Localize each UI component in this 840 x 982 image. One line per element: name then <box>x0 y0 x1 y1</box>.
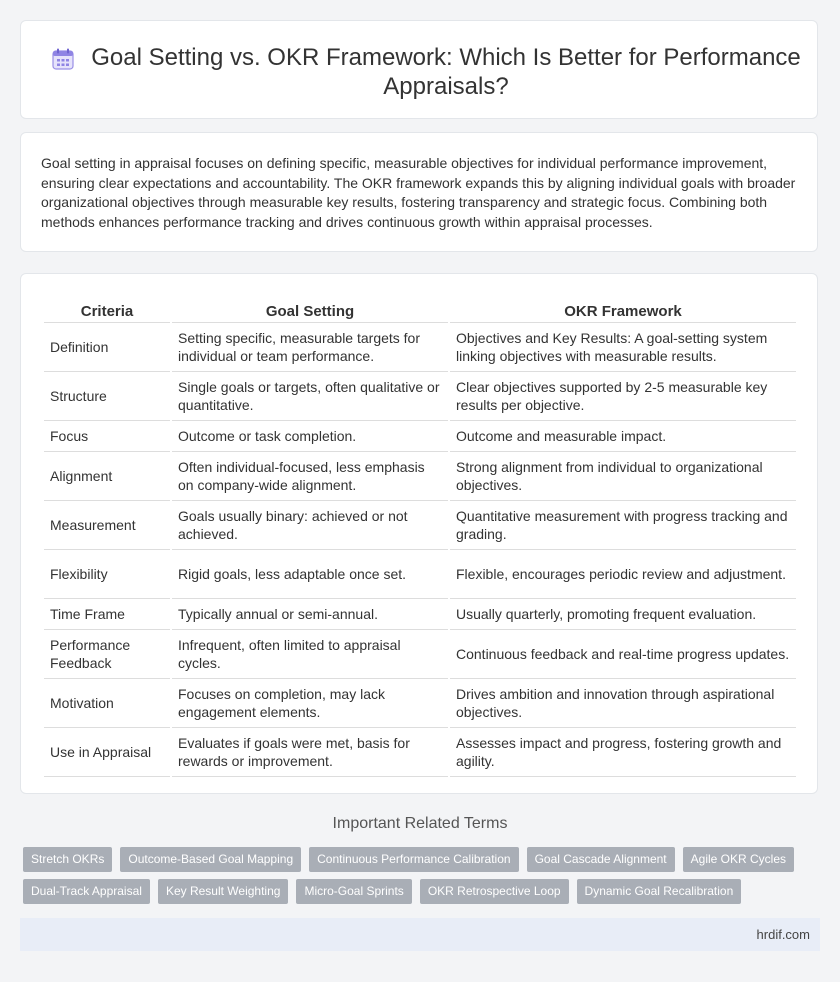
comparison-card <box>20 273 818 794</box>
okr-cell: Objectives and Key Results: A goal-setting system linking objectives with measurable results. <box>450 323 796 372</box>
tag-agile-okr-cycles[interactable]: Agile OKR Cycles <box>683 847 794 872</box>
tag-stretch-okrs[interactable]: Stretch OKRs <box>23 847 112 872</box>
criteria-cell: Measurement <box>44 501 170 550</box>
criteria-cell: Performance Feedback <box>44 630 170 679</box>
criteria-cell: Flexibility <box>44 550 170 599</box>
header-okr-framework: OKR Framework <box>450 294 796 323</box>
title-card <box>20 20 818 119</box>
table-header-row <box>44 294 796 323</box>
criteria-cell: Time Frame <box>44 599 170 630</box>
header-criteria: Criteria <box>44 294 170 323</box>
okr-cell: Continuous feedback and real-time progress updates. <box>450 630 796 679</box>
table-row <box>44 372 796 421</box>
tag-okr-retrospective-loop[interactable]: OKR Retrospective Loop <box>420 879 569 904</box>
goal-setting-cell: Outcome or task completion. <box>172 421 448 452</box>
goal-setting-cell: Focuses on completion, may lack engagement elements. <box>172 679 448 728</box>
calendar-icon <box>51 47 75 71</box>
goal-setting-cell: Often individual-focused, less emphasis on company-wide alignment. <box>172 452 448 501</box>
okr-cell: Outcome and measurable impact. <box>450 421 796 452</box>
goal-setting-cell: Rigid goals, less adaptable once set. <box>172 550 448 599</box>
table-row <box>44 599 796 630</box>
page-title: Goal Setting vs. OKR Framework: Which Is Better for Performance Appraisals? <box>91 44 801 100</box>
okr-cell: Clear objectives supported by 2-5 measurable key results per objective. <box>450 372 796 421</box>
related-terms-heading: Important Related Terms <box>332 815 508 832</box>
related-tags-row <box>23 847 794 872</box>
okr-cell: Flexible, encourages periodic review and adjustment. <box>450 550 796 599</box>
table-row <box>44 550 796 599</box>
header-goal-setting: Goal Setting <box>172 294 448 323</box>
table-row <box>44 323 796 372</box>
tag-dynamic-goal-recalibration[interactable]: Dynamic Goal Recalibration <box>577 879 742 904</box>
criteria-cell: Motivation <box>44 679 170 728</box>
footer <box>20 918 820 951</box>
table-row <box>44 501 796 550</box>
criteria-cell: Structure <box>44 372 170 421</box>
criteria-cell: Definition <box>44 323 170 372</box>
table-row <box>44 630 796 679</box>
tag-continuous-performance-calibration[interactable]: Continuous Performance Calibration <box>309 847 518 872</box>
table-row <box>44 421 796 452</box>
okr-cell: Usually quarterly, promoting frequent evaluation. <box>450 599 796 630</box>
table-row <box>44 679 796 728</box>
goal-setting-cell: Setting specific, measurable targets for individual or team performance. <box>172 323 448 372</box>
goal-setting-cell: Infrequent, often limited to appraisal cycles. <box>172 630 448 679</box>
intro-paragraph: Goal setting in appraisal focuses on defining specific, measurable objectives for individual performance improvement, ensuring clear expectations and accountability. The OKR framework expands this by aligning individual goals with broader organizational objectives through measurable key results, fostering transparency and strategic focus. Combining both methods enhances performance tracking and drives continuous growth within appraisal processes. <box>41 155 796 230</box>
table-row <box>44 452 796 501</box>
intro-card <box>20 132 818 252</box>
comparison-table <box>42 294 798 777</box>
okr-cell: Strong alignment from individual to organizational objectives. <box>450 452 796 501</box>
goal-setting-cell: Goals usually binary: achieved or not achieved. <box>172 501 448 550</box>
related-tags-row <box>23 879 741 904</box>
tag-dual-track-appraisal[interactable]: Dual-Track Appraisal <box>23 879 150 904</box>
table-row <box>44 728 796 777</box>
footer-site-link[interactable]: hrdif.com <box>756 927 810 942</box>
okr-cell: Quantitative measurement with progress tracking and grading. <box>450 501 796 550</box>
okr-cell: Assesses impact and progress, fostering growth and agility. <box>450 728 796 777</box>
tag-micro-goal-sprints[interactable]: Micro-Goal Sprints <box>296 879 411 904</box>
goal-setting-cell: Evaluates if goals were met, basis for rewards or improvement. <box>172 728 448 777</box>
goal-setting-cell: Typically annual or semi-annual. <box>172 599 448 630</box>
criteria-cell: Use in Appraisal <box>44 728 170 777</box>
criteria-cell: Focus <box>44 421 170 452</box>
criteria-cell: Alignment <box>44 452 170 501</box>
goal-setting-cell: Single goals or targets, often qualitative or quantitative. <box>172 372 448 421</box>
tag-key-result-weighting[interactable]: Key Result Weighting <box>158 879 289 904</box>
okr-cell: Drives ambition and innovation through aspirational objectives. <box>450 679 796 728</box>
tag-goal-cascade-alignment[interactable]: Goal Cascade Alignment <box>527 847 675 872</box>
tag-outcome-based-goal-mapping[interactable]: Outcome-Based Goal Mapping <box>120 847 301 872</box>
